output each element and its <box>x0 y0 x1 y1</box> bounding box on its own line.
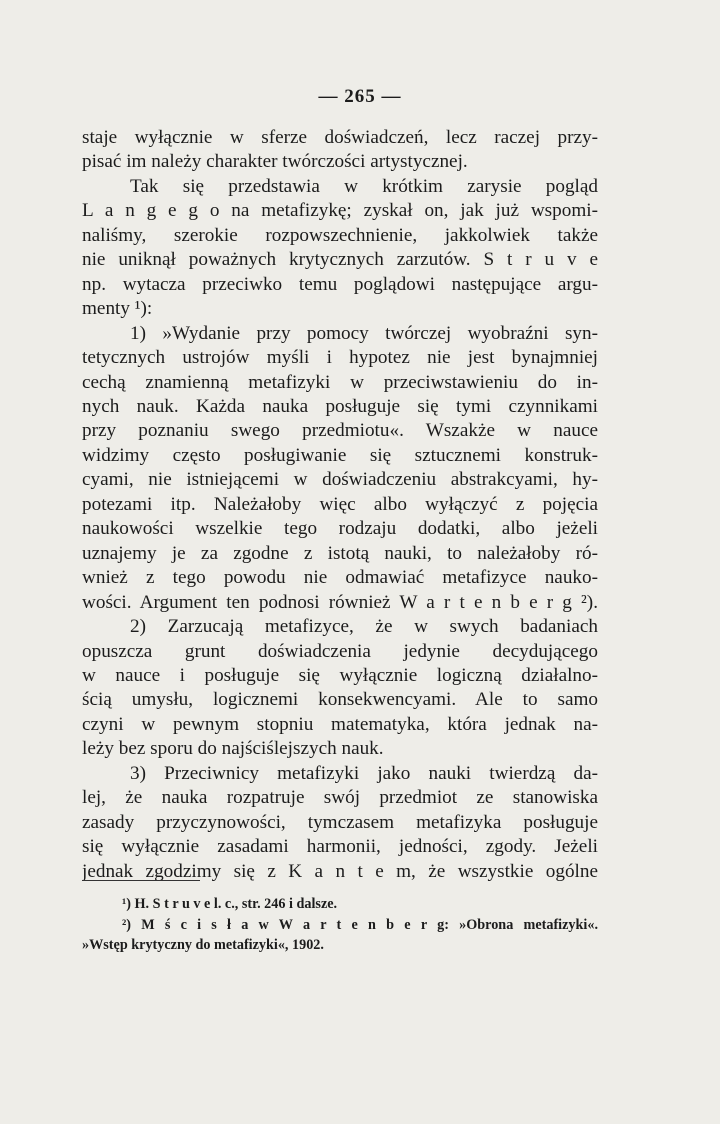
text-line: naliśmy, szerokie rozpowszechnienie, jakkolwiek także <box>82 224 598 246</box>
text-line: w nauce i posługuje się wyłącznie logiczną działalno- <box>82 664 598 686</box>
text-line: nych nauk. Każda nauka posługuje się tymi czynnikami <box>82 395 598 417</box>
paragraph-3 <box>82 322 598 615</box>
text-line: Tak się przedstawia w krótkim zarysie pogląd <box>130 175 598 197</box>
text-line: menty ¹): <box>82 298 153 320</box>
text-line: jednak zgodzimy się z K a n t e m, że wszystkie ogólne <box>82 860 598 882</box>
text-line: uznajemy je za zgodne z istotą nauki, to należałoby ró- <box>82 542 598 564</box>
text-line: czyni w pewnym stopniu matematyka, która jednak na- <box>82 713 598 735</box>
text-line: cyami, nie istniejącemi w doświadczeniu abstrakcyami, hy- <box>82 469 598 491</box>
text-line: 2) Zarzucają metafizyce, że w swych badaniach <box>130 616 598 638</box>
text-line: np. wytacza przeciwko temu poglądowi następujące argu- <box>82 273 598 295</box>
text-line: leży bez sporu do najściślejszych nauk. <box>82 738 384 760</box>
text-line: ścią umysłu, logicznemi konsekwencyami. Ale to samo <box>82 689 598 711</box>
footnote-2: ²) M ś c i s ł a w W a r t e n b e r g: »Obrona metafizyki«. <box>122 916 598 933</box>
paragraph-4 <box>82 615 598 762</box>
footnote-2-continued: »Wstęp krytyczny do metafizyki«, 1902. <box>82 937 324 953</box>
text-line: 1) »Wydanie przy pomocy twórczej wyobraźni syn- <box>130 322 598 344</box>
text-line: 3) Przeciwnicy metafizyki jako nauki twierdzą da- <box>130 762 598 784</box>
paragraph-5 <box>82 762 598 884</box>
text-line: pisać im należy charakter twórczości artystycznej. <box>82 151 468 173</box>
footnote-1: ¹) H. S t r u v e l. c., str. 246 i dalsze. <box>122 896 338 912</box>
body-text <box>82 126 598 884</box>
text-line: naukowości wszelkie tego rodzaju dodatki, albo jeżeli <box>82 518 598 540</box>
paragraph-1 <box>82 126 598 175</box>
text-line: widzimy często posługiwanie się sztucznemi konstruk- <box>82 444 598 466</box>
paragraph-2 <box>82 175 598 322</box>
text-line: zasady przyczynowości, tymczasem metafizyka posługuje <box>82 811 598 833</box>
page-number: — 265 — <box>318 86 402 107</box>
text-line: wości. Argument ten podnosi również W a r t e n b e r g ²). <box>82 591 598 613</box>
text-line: lej, że nauka rozpatruje swój przedmiot ze stanowiska <box>82 787 598 809</box>
text-line: potezami itp. Należałoby więc albo wyłączyć z pojęcia <box>82 493 598 515</box>
footnote-divider <box>82 880 200 881</box>
text-line: L a n g e g o na metafizykę; zyskał on, jak już wspomi- <box>82 200 598 222</box>
text-line: nie uniknął poważnych krytycznych zarzutów. S t r u v e <box>82 249 598 271</box>
text-line: się wyłącznie zasadami harmonii, jedności, zgody. Jeżeli <box>82 836 598 858</box>
footnotes <box>82 894 598 956</box>
text-line: tetycznych ustrojów myśli i hypotez nie jest bynajmniej <box>82 347 598 369</box>
text-line: opuszcza grunt doświadczenia jedynie decydującego <box>82 640 598 662</box>
text-line: cechą znamienną metafizyki w przeciwstawieniu do in- <box>82 371 598 393</box>
text-line: przy poznaniu swego przedmiotu«. Wszakże w nauce <box>82 420 598 442</box>
text-line: wnież z tego powodu nie odmawiać metafizyce nauko- <box>82 567 598 589</box>
text-line: staje wyłącznie w sferze doświadczeń, lecz raczej przy- <box>82 127 598 148</box>
